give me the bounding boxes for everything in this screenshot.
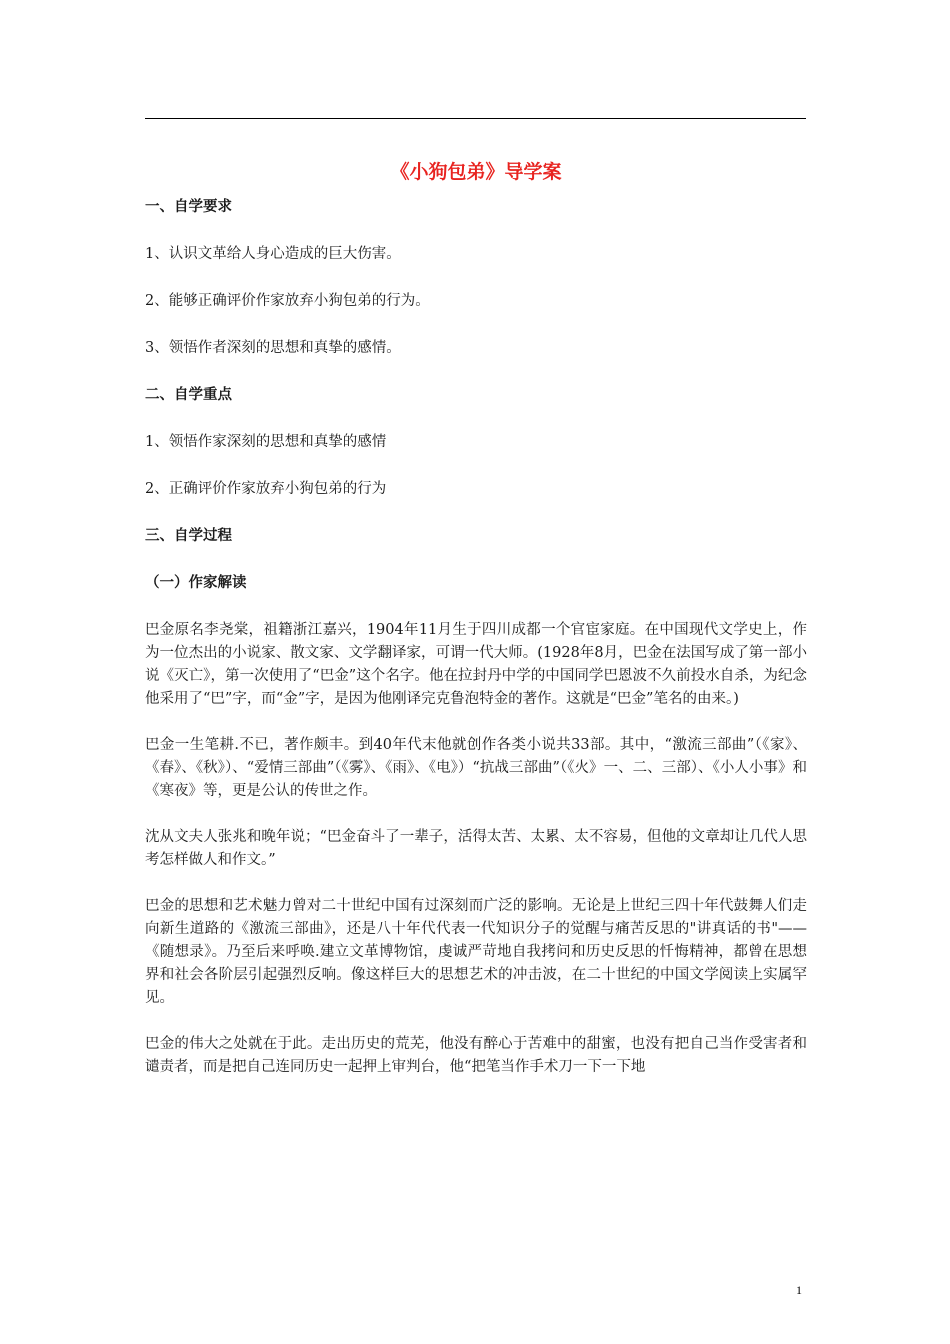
section-key-points xyxy=(145,384,807,525)
list-item: 1、领悟作家深刻的思想和真挚的感情 xyxy=(145,434,387,450)
section-heading: 三、自学过程 xyxy=(145,528,232,544)
subsection-heading: （一）作家解读 xyxy=(145,575,247,591)
document-title: 《小狗包弟》导学案 xyxy=(390,161,562,183)
section-heading: 二、自学重点 xyxy=(145,387,232,403)
list-item: 2、能够正确评价作家放弃小狗包弟的行为。 xyxy=(145,293,430,309)
section-heading: 一、自学要求 xyxy=(145,199,232,215)
page-number: 1 xyxy=(796,1283,802,1297)
section-process xyxy=(145,525,807,1079)
paragraph: 巴金的伟大之处就在于此。走出历史的荒芜，他没有醉心于苦难中的甜蜜，也没有把自己当作受害者和谴责者，而是把自己连同历史一起押上审判台，他“把笔当作手术刀一下一下地 xyxy=(145,1036,807,1075)
paragraph: 巴金原名李尧棠，祖籍浙江嘉兴，1904年11月生于四川成都一个官宦家庭。在中国现代文学史上，作为一位杰出的小说家、散文家、文学翻译家，可谓一代大师。(1928年8月，巴金在法国写成了第一部小说《灭亡》，第一次使用了“巴金”这个名字。他在拉封丹中学的中国同学巴恩波不久前投水自杀，为纪念他采用了“巴”字，而“金”字，是因为他刚译完克鲁泡特金的著作。这就是“巴金”笔名的由来。) xyxy=(145,622,807,707)
list-item: 3、领悟作者深刻的思想和真挚的感情。 xyxy=(145,340,401,356)
list-item: 2、正确评价作家放弃小狗包弟的行为 xyxy=(145,481,387,497)
section-requirements xyxy=(145,196,807,384)
header-rule xyxy=(145,118,806,119)
paragraph: 巴金一生笔耕.不已，著作颇丰。到40年代末他就创作各类小说共33部。其中，“激流三部曲”（《家》、《春》、《秋》）、“爱情三部曲”（《雾》、《雨》、《电》）“抗战三部曲”（《火》一、二、三部）、《小人小事》和《寒夜》等，更是公认的传世之作。 xyxy=(145,737,807,799)
document-body xyxy=(145,150,807,1079)
paragraph: 沈从文夫人张兆和晚年说；“巴金奋斗了一辈子，活得太苦、太累、太不容易，但他的文章却让几代人思考怎样做人和作文。” xyxy=(145,829,807,868)
paragraph: 巴金的思想和艺术魅力曾对二十世纪中国有过深刻而广泛的影响。无论是上世纪三四十年代鼓舞人们走向新生道路的《激流三部曲》，还是八十年代代表一代知识分子的觉醒与痛苦反思的"讲真话的书"——《随想录》。乃至后来呼唤.建立文革博物馆，虔诚严苛地自我拷问和历史反思的忏悔精神，都曾在思想界和社会各阶层引起强烈反响。像这样巨大的思想艺术的冲击波，在二十世纪的中国文学阅读上实属罕见。 xyxy=(145,898,807,1006)
list-item: 1、认识文革给人身心造成的巨大伤害。 xyxy=(145,246,401,262)
